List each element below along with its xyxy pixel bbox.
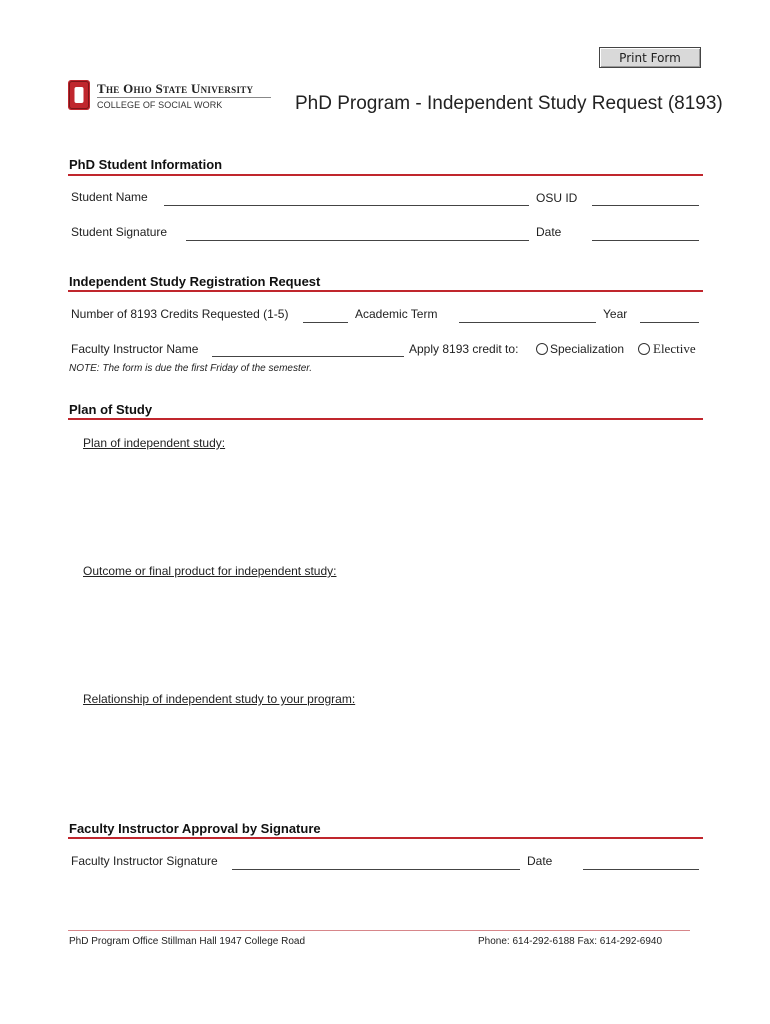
student-name-label: Student Name [71, 190, 148, 204]
footer-contact: Phone: 614-292-6188 Fax: 614-292-6940 [478, 936, 663, 947]
elective-label: Elective [653, 341, 696, 356]
approval-date-field[interactable] [583, 869, 699, 870]
section-divider [68, 290, 703, 292]
section-divider [68, 418, 703, 420]
plan-textarea[interactable] [83, 455, 698, 555]
academic-term-label: Academic Term [355, 307, 438, 321]
credits-field[interactable] [303, 322, 348, 323]
osu-id-label: OSU ID [536, 191, 578, 205]
section-heading-student-info: PhD Student Information [69, 157, 223, 172]
osu-id-field[interactable] [592, 205, 699, 206]
student-date-field[interactable] [592, 240, 699, 241]
footer-divider [68, 930, 690, 931]
relationship-textarea[interactable] [83, 711, 698, 811]
university-name: The Ohio State University [97, 81, 254, 96]
student-signature-label: Student Signature [71, 225, 168, 239]
academic-term-field[interactable] [459, 322, 596, 323]
section-divider [68, 174, 703, 176]
student-name-field[interactable] [164, 205, 529, 206]
page-title: PhD Program - Independent Study Request (8193) [295, 93, 723, 114]
student-signature-field[interactable] [186, 240, 529, 241]
instructor-signature-field[interactable] [232, 869, 520, 870]
instructor-name-field[interactable] [212, 356, 404, 357]
plan-label: Plan of independent study: [83, 436, 226, 450]
outcome-label: Outcome or final product for independent study: [83, 564, 337, 578]
elective-radio[interactable] [638, 343, 650, 355]
section-heading-approval: Faculty Instructor Approval by Signature [69, 821, 321, 836]
apply-credit-label: Apply 8193 credit to: [409, 342, 519, 356]
year-label: Year [603, 307, 628, 321]
relationship-label: Relationship of independent study to your program: [83, 692, 356, 706]
footer-address: PhD Program Office Stillman Hall 1947 College Road [69, 936, 306, 947]
osu-block-o-logo-icon [68, 80, 90, 110]
print-form-button[interactable]: Print Form [599, 47, 701, 68]
section-heading-registration: Independent Study Registration Request [69, 274, 321, 289]
instructor-name-label: Faculty Instructor Name [71, 342, 199, 356]
approval-date-label: Date [527, 854, 553, 868]
section-heading-plan: Plan of Study [69, 402, 153, 417]
logo-divider [97, 97, 271, 98]
specialization-radio[interactable] [536, 343, 548, 355]
instructor-signature-label: Faculty Instructor Signature [71, 854, 218, 868]
student-date-label: Date [536, 225, 562, 239]
section-divider [68, 837, 703, 839]
year-field[interactable] [640, 322, 699, 323]
outcome-textarea[interactable] [83, 583, 698, 683]
specialization-label: Specialization [550, 342, 625, 356]
credits-label: Number of 8193 Credits Requested (1-5) [71, 307, 289, 321]
due-date-note: NOTE: The form is due the first Friday of the semester. [69, 363, 313, 374]
college-name: COLLEGE OF SOCIAL WORK [97, 100, 223, 110]
